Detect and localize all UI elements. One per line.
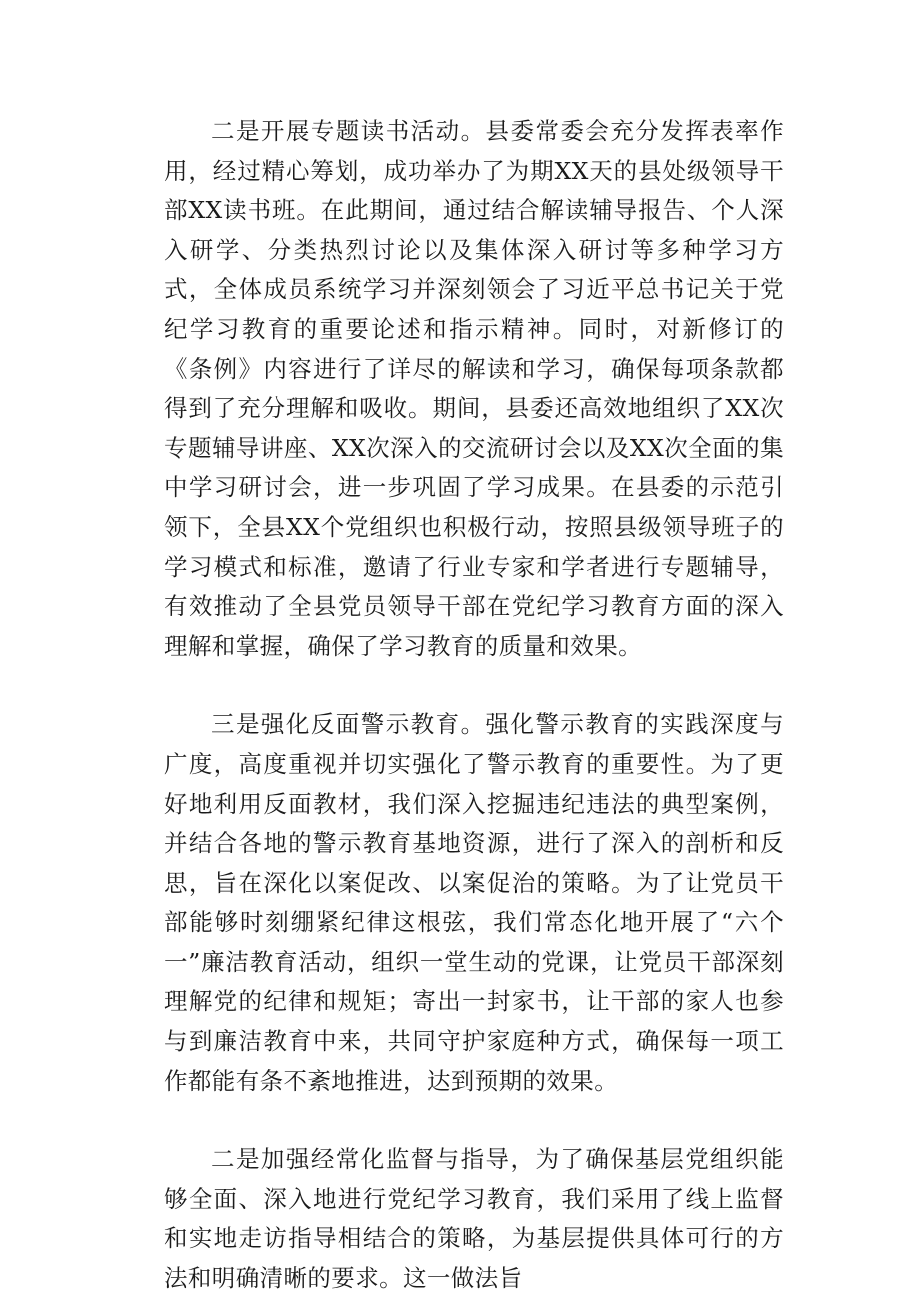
paragraph-warning-education: 三是强化反面警示教育。强化警示教育的实践深度与广度，高度重视并切实强化了警示教育的重要性。为了更好地利用反面教材，我们深入挖掘违纪违法的典型案例，并结合各地的警示教育基地资源，进行了深入的剖析和反思，旨在深化以案促改、以案促治的策略。为了让党员干部能够时刻绷紧纪律这根弦，我们常态化地开展了“六个一”廉洁教育活动，组织一堂生动的党课，让党员干部深刻理解党的纪律和规矩；寄出一封家书，让干部的家人也参与到廉洁教育中来，共同守护家庭种方式，确保每一项工作都能有条不紊地推进，达到预期的效果。 [164,710,784,1095]
document-body [164,112,784,1299]
paragraph-supervision-guidance: 二是加强经常化监督与指导，为了确保基层党组织能够全面、深入地进行党纪学习教育，我们采用了线上监督和实地走访指导相结合的策略，为基层提供具体可行的方法和明确清晰的要求。这一做法旨 [164,1145,784,1293]
paragraph-reading-activity: 二是开展专题读书活动。县委常委会充分发挥表率作用，经过精心筹划，成功举办了为期XX天的县处级领导干部XX读书班。在此期间，通过结合解读辅导报告、个人深入研学、分类热烈讨论以及集体深入研讨等多种学习方式，全体成员系统学习并深刻领会了习近平总书记关于党纪学习教育的重要论述和指示精神。同时，对新修订的《条例》内容进行了详尽的解读和学习，确保每项条款都得到了充分理解和吸收。期间，县委还高效地组织了XX次专题辅导讲座、XX次深入的交流研讨会以及XX次全面的集中学习研讨会，进一步巩固了学习成果。在县委的示范引领下，全县XX个党组织也积极行动，按照县级领导班子的学习模式和标准，邀请了行业专家和学者进行专题辅导，有效推动了全县党员领导干部在党纪学习教育方面的深入理解和掌握，确保了学习教育的质量和效果。 [164,117,784,660]
